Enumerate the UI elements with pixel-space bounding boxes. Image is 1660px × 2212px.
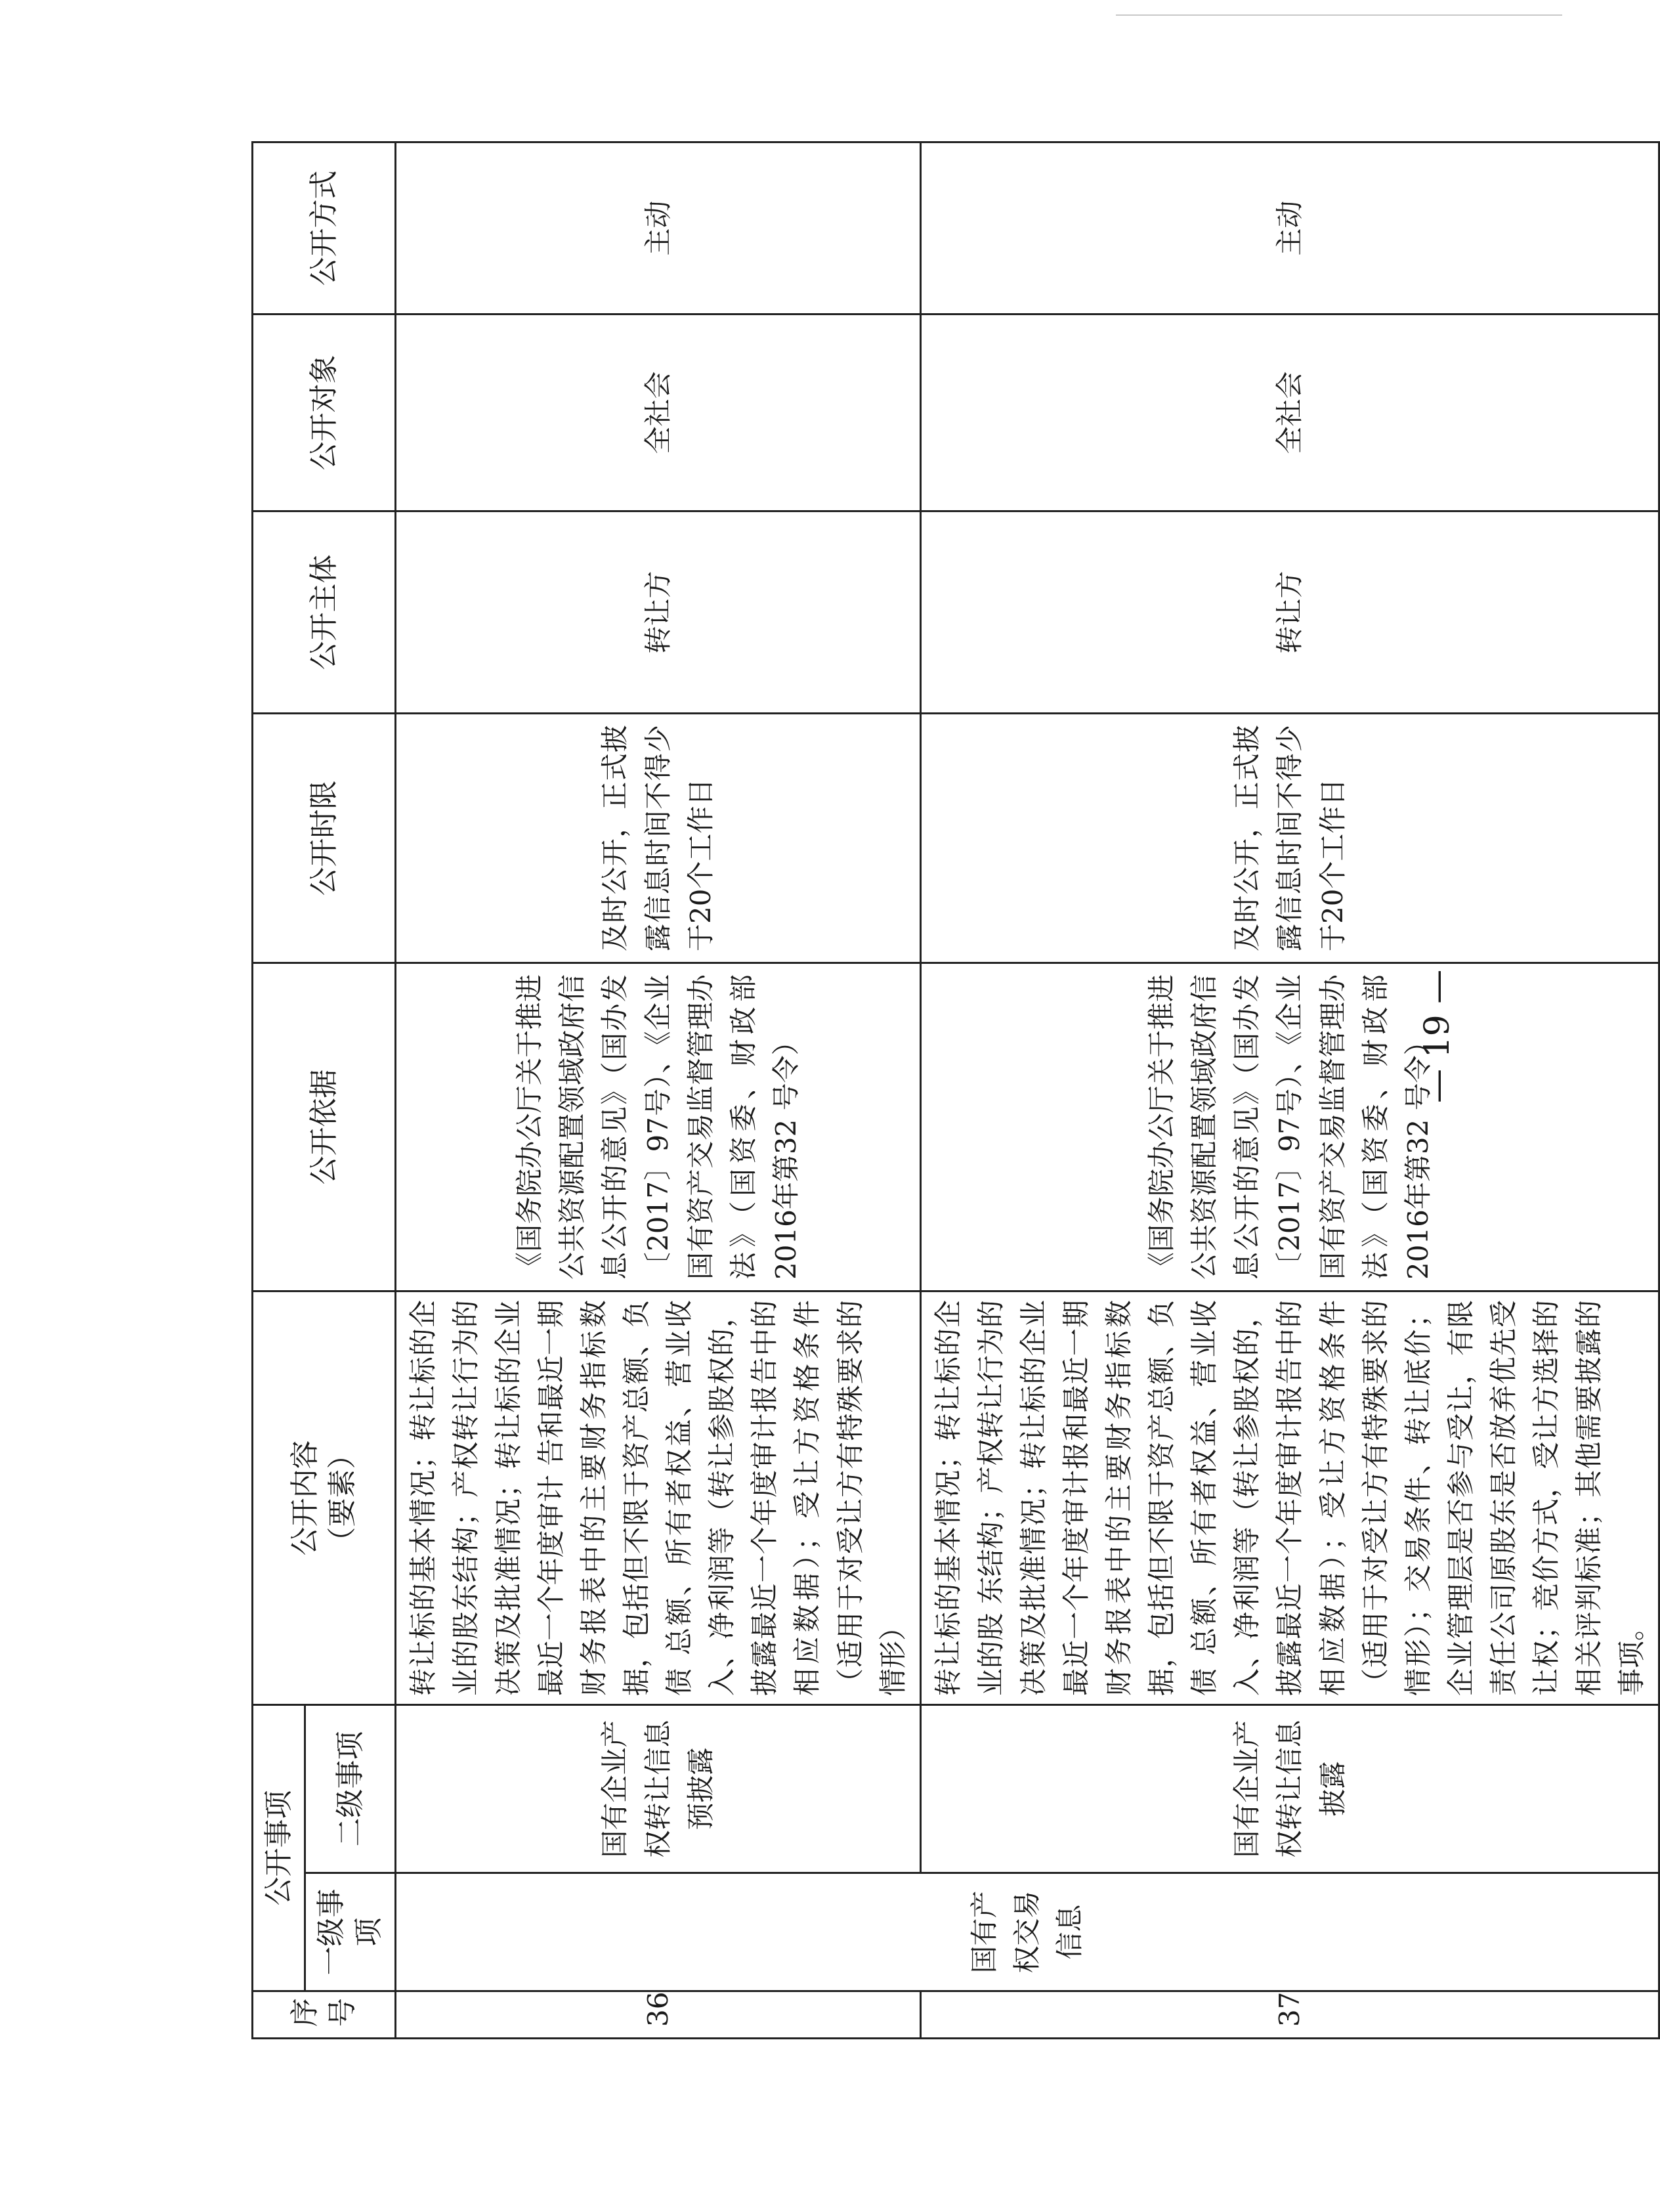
row-time-limit: 及时公开，正式披露信息时间不得少于20个工作日 bbox=[395, 714, 920, 963]
header-level1: 一级事项 bbox=[305, 1873, 395, 1991]
header-level2: 二级事项 bbox=[305, 1705, 395, 1873]
row-target: 全社会 bbox=[395, 314, 920, 511]
table-row bbox=[395, 142, 920, 2039]
row-target: 全社会 bbox=[920, 314, 1659, 511]
header-basis: 公开依据 bbox=[253, 963, 396, 1291]
row-method: 主动 bbox=[395, 142, 920, 314]
header-content-label: 公开内容 bbox=[288, 1440, 322, 1556]
row-level2: 国有企业产权转让信息披露 bbox=[920, 1705, 1659, 1873]
header-item-group: 公开事项 bbox=[253, 1705, 305, 1991]
level1-item: 国有产权交易信息 bbox=[395, 1873, 1659, 1991]
row-seq: 37 bbox=[920, 1991, 1659, 2039]
row-content: 转让标的基本情况；转让标的企业的股 东结构；产权转让行为的决策及批准情况；转让标的企业最近一个年度审计报和最近一期财务报表中的主要财务指标数据，包括但不限于资产总额、负债 总额、所有者权益、营业收入、净利润等（转让参股权的，披露最近一个年度审计报告中的相应数据）；受让方资格条件（适用于对受让方有特殊要求的情形）；交易条件、转让底价；企业管理层是否参与受让，有限责任公司原股东是否放弃优先受让权；竞价方式，受让方选择的相关评判标准；其他需要披露的事项。 bbox=[920, 1291, 1659, 1705]
header-content bbox=[253, 1291, 396, 1705]
table-row bbox=[920, 142, 1659, 2039]
header-seq: 序号 bbox=[253, 1991, 396, 2039]
page-number: — 19 — bbox=[1418, 969, 1457, 1103]
row-level2: 国有企业产权转让信息预披露 bbox=[395, 1705, 920, 1873]
row-method: 主动 bbox=[920, 142, 1659, 314]
header-time-limit: 公开时限 bbox=[253, 714, 396, 963]
row-subject: 转让方 bbox=[395, 511, 920, 714]
row-basis: 《国务院办公厅关于推进公共资源配置领域政府信息公开的意见》（国办发〔2017〕97号）、《企业国有资产交易监督管理办法》（国资委、财政部2016年第32 号令） bbox=[395, 963, 920, 1291]
header-target: 公开对象 bbox=[253, 314, 396, 511]
row-seq: 36 bbox=[395, 1991, 920, 2039]
scan-edge-line bbox=[1116, 14, 1562, 16]
header-method: 公开方式 bbox=[253, 142, 396, 314]
row-time-limit: 及时公开，正式披露信息时间不得少于20个工作日 bbox=[920, 714, 1659, 963]
header-content-sub: （要素） bbox=[326, 1440, 360, 1556]
row-basis: 《国务院办公厅关于推进公共资源配置领域政府信息公开的意见》（国办发〔2017〕97号）、《企业国有资产交易监督管理办法》（国资委、财政部2016年第32 号令） bbox=[920, 963, 1659, 1291]
row-content: 转让标的基本情况；转让标的企业的股东结构；产权转让行为的决策及批准情况；转让标的企业最近一个年度审计 告和最近一期财务报表中的主要财务指标数据，包括但不限于资产总额、负债 总额、所有者权益、营业收入、净利润等（转让参股权的，披露最近一个年度审计报告中的相应数据）；受让方资格条件（适用于对受让方有特殊要求的情形） bbox=[395, 1291, 920, 1705]
row-subject: 转让方 bbox=[920, 511, 1659, 714]
header-subject: 公开主体 bbox=[253, 511, 396, 714]
